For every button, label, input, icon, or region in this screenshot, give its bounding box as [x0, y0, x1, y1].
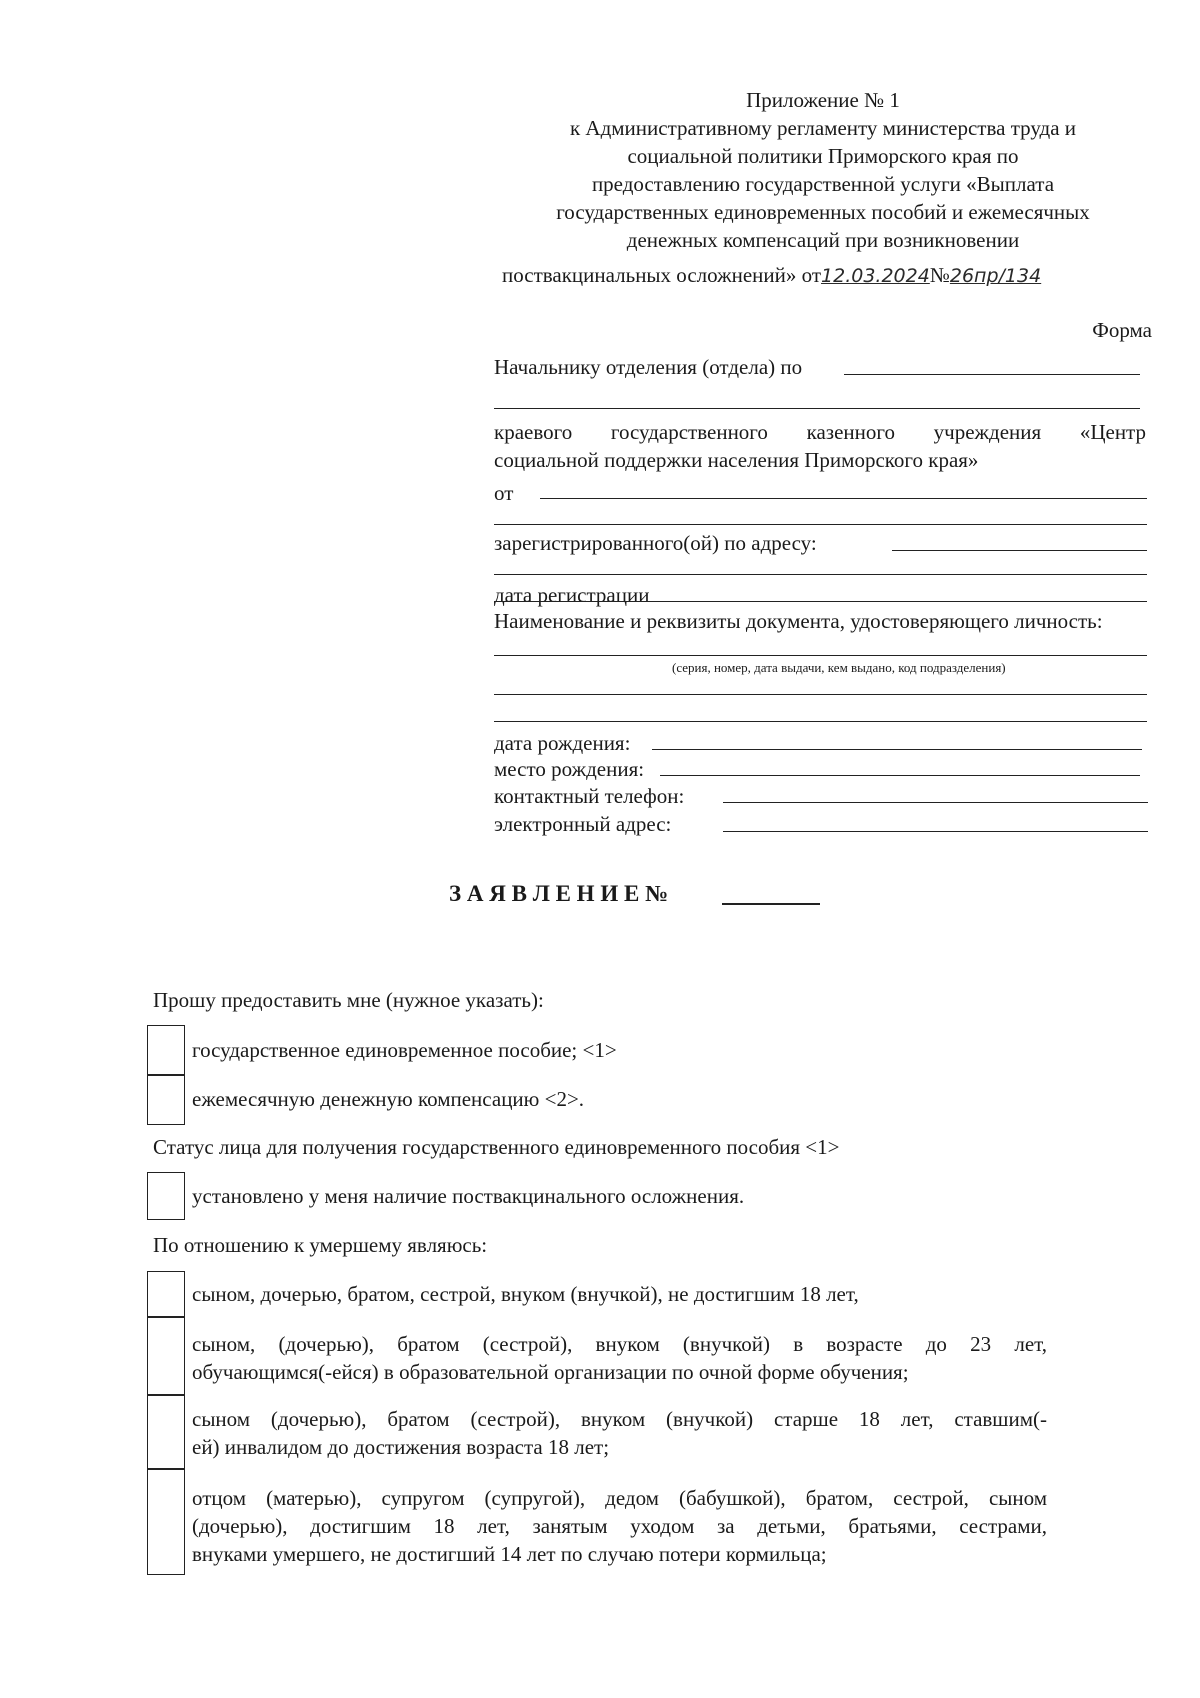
email-field[interactable] — [723, 831, 1148, 832]
appendix-line: социальной политики Приморского края по — [627, 144, 1019, 168]
handwritten-date: 12.03.2024 — [821, 265, 930, 287]
birth-place-label: место рождения: — [494, 757, 645, 781]
option-label: ежемесячную денежную компенсацию <2>. — [192, 1087, 585, 1111]
from-name-field-2[interactable] — [494, 524, 1147, 525]
statement-title: З А Я В Л Е Н И Е № — [449, 881, 669, 906]
registered-label: зарегистрированного(ой) по адресу: — [494, 531, 817, 555]
relation-checkbox[interactable] — [147, 1468, 185, 1575]
to-department-field[interactable] — [844, 374, 1140, 375]
request-intro: Прошу предоставить мне (нужное указать): — [153, 988, 544, 1012]
relation-label: сыном (дочерью), братом (сестрой), внуком (внучкой) старше 18 лет, ставшим(- — [192, 1407, 1047, 1431]
id-doc-hint: (серия, номер, дата выдачи, кем выдано, код подразделения) — [672, 660, 1006, 675]
id-doc-field-3[interactable] — [494, 721, 1147, 722]
reg-date-label: дата регистрации — [494, 583, 650, 607]
option-checkbox-monthly[interactable] — [147, 1074, 185, 1125]
appendix-line: государственных единовременных пособий и ежемесячных — [556, 200, 1090, 224]
relation-label: внуками умершего, не достигший 14 лет по случаю потери кормильца; — [192, 1542, 827, 1566]
status-label: установлено у меня наличие поствакцинального осложнения. — [192, 1184, 745, 1208]
status-intro: Статус лица для получения государственного единовременного пособия <1> — [153, 1135, 840, 1159]
phone-label: контактный телефон: — [494, 784, 685, 808]
relation-label: обучающимся(-ейся) в образовательной организации по очной форме обучения; — [192, 1360, 909, 1384]
birth-date-field[interactable] — [652, 749, 1142, 750]
to-label: Начальнику отделения (отдела) по — [494, 355, 803, 379]
appendix-line: предоставлению государственной услуги «Выплата — [591, 172, 1055, 196]
number-sign: № — [929, 263, 950, 287]
address-field-2[interactable] — [494, 574, 1147, 575]
reg-date-field[interactable] — [494, 601, 1147, 602]
institution-line1: краевого государственного казенного учреждения «Центр — [494, 420, 1146, 444]
relation-label: сыном, (дочерью), братом (сестрой), внуком (внучкой) в возрасте до 23 лет, — [192, 1332, 1047, 1356]
handwritten-number: 26пр/134 — [949, 265, 1042, 287]
relation-label: сыном, дочерью, братом, сестрой, внуком (внучкой), не достигшим 18 лет, — [192, 1282, 859, 1306]
appendix-last-prefix: поствакцинальных осложнений» от — [502, 263, 822, 287]
email-label: электронный адрес: — [494, 812, 672, 836]
relation-checkbox[interactable] — [147, 1394, 185, 1470]
form-label: Форма — [1092, 318, 1152, 342]
relation-checkbox[interactable] — [147, 1316, 185, 1396]
appendix-title: Приложение № 1 — [746, 88, 900, 112]
phone-field[interactable] — [723, 802, 1148, 803]
from-label: от — [494, 481, 514, 505]
relation-checkbox[interactable] — [147, 1271, 185, 1318]
id-doc-label: Наименование и реквизиты документа, удостоверяющего личность: — [494, 609, 1103, 633]
birth-date-label: дата рождения: — [494, 731, 631, 755]
to-department-field-2[interactable] — [494, 408, 1140, 409]
institution-line2: социальной поддержки населения Приморского края» — [494, 448, 979, 472]
id-doc-field-2[interactable] — [494, 694, 1147, 695]
birth-place-field[interactable] — [660, 775, 1140, 776]
statement-number-field[interactable] — [722, 903, 820, 905]
relation-label: ей) инвалидом до достижения возраста 18 лет; — [192, 1435, 610, 1459]
from-name-field[interactable] — [540, 498, 1147, 499]
option-checkbox-lump-sum[interactable] — [147, 1025, 185, 1076]
address-field[interactable] — [892, 550, 1147, 551]
appendix-line: к Административному регламенту министерства труда и — [569, 116, 1077, 140]
id-doc-field[interactable] — [494, 655, 1147, 656]
relation-label: отцом (матерью), супругом (супругой), дедом (бабушкой), братом, сестрой, сыном — [192, 1486, 1047, 1510]
option-label: государственное единовременное пособие; <1> — [192, 1038, 617, 1062]
status-checkbox[interactable] — [147, 1172, 185, 1220]
relation-intro: По отношению к умершему являюсь: — [153, 1233, 488, 1257]
appendix-line: денежных компенсаций при возникновении — [626, 228, 1020, 252]
appendix-last-line — [502, 261, 1041, 290]
relation-label: (дочерью), достигшим 18 лет, занятым уходом за детьми, братьями, сестрами, — [192, 1514, 1047, 1538]
